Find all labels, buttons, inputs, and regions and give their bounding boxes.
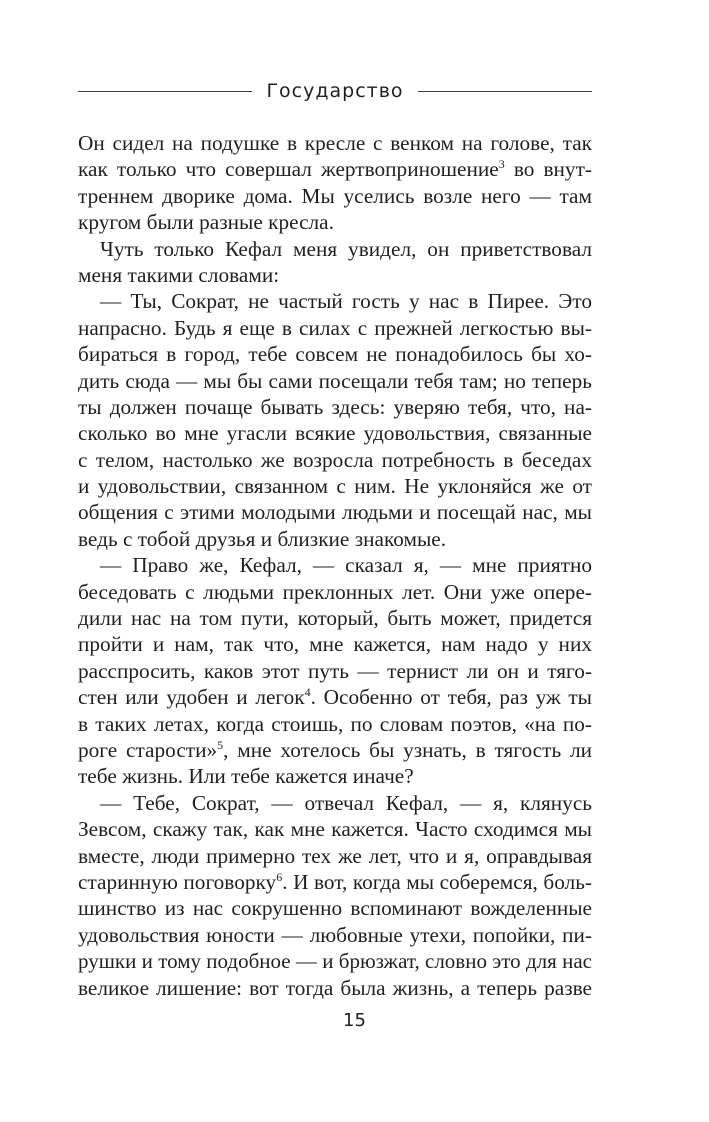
text-line	[78, 368, 592, 394]
text-line-content: дить сюда — мы бы сами посещали тебя там; но теперь	[78, 368, 592, 393]
text-line-content: расспросить, каков этот путь — тернист ли он и тяго-	[78, 658, 592, 683]
text-line	[78, 288, 592, 314]
text-line-content: шинство из нас сокрушенно вспоминают вожделенные	[78, 896, 592, 921]
text-line	[78, 711, 592, 737]
running-header	[78, 76, 592, 106]
text-line	[78, 948, 592, 974]
text-line-content: как только что совершал жертвоприношение	[78, 157, 499, 182]
text-line	[78, 816, 592, 842]
text-line-content: в таких летах, когда стоишь, по словам поэтов, «на по-	[78, 711, 592, 736]
text-line-content: Чуть только Кефал меня увидел, он приветствовал	[100, 236, 592, 261]
running-title: Государство	[266, 80, 404, 102]
text-line-content: тебе жизнь. Или тебе кажется иначе?	[78, 764, 414, 789]
text-line	[78, 922, 592, 948]
text-line	[78, 183, 592, 209]
text-line-content: — Тебе, Сократ, — отвечал Кефал, — я, клянусь	[100, 790, 592, 815]
text-line-content: вместе, люди примерно тех же лет, что и я, оправдывая	[78, 843, 592, 868]
text-line	[78, 447, 592, 473]
text-line-content: — Ты, Сократ, не частый гость у нас в Пирее. Это	[100, 289, 592, 314]
text-line-content: общения с этими молодыми людьми и посещай нас, мы	[78, 500, 592, 525]
text-line-content: кругом были разные кресла.	[78, 210, 334, 235]
text-line-content: стен или удобен и легок	[78, 685, 305, 710]
text-line	[78, 130, 592, 156]
text-line	[78, 843, 592, 869]
text-line	[78, 737, 592, 763]
text-line-content: рушки и тому подобное — и брюзжат, словно это для нас	[78, 949, 592, 974]
footnote-marker: 3	[498, 157, 505, 172]
text-line	[78, 895, 592, 921]
footnote-marker: 4	[304, 685, 311, 700]
text-line-content: Он сидел на подушке в кресле с венком на голове, так	[78, 131, 592, 155]
text-line-content: напрасно. Будь я еще в силах с прежней легкостью вы-	[78, 315, 592, 340]
text-line	[78, 341, 592, 367]
text-line-content: — Право же, Кефал, — сказал я, — мне приятно	[100, 553, 592, 578]
text-line-content: меня такими словами:	[78, 262, 280, 287]
text-line	[78, 869, 592, 895]
text-line-continuation: во внут-	[504, 157, 592, 182]
text-line	[78, 236, 592, 262]
text-line	[78, 631, 592, 657]
text-line	[78, 394, 592, 420]
text-line	[78, 552, 592, 578]
text-line-content: бираться в город, тебе совсем не понадобилось бы хо-	[78, 342, 592, 367]
text-line-content: треннем дворике дома. Мы уселись возле него — там	[78, 183, 592, 208]
text-line-content: с телом, настолько же возросла потребность в беседах	[78, 447, 592, 472]
text-line-content: дили нас на том пути, который, быть может, придется	[78, 606, 592, 631]
text-line-content: пройти и нам, так что, мне кажется, нам надо у них	[78, 632, 592, 657]
header-rule-left	[78, 91, 252, 92]
text-line-content: старинную поговорку	[78, 869, 277, 894]
header-rule-right	[418, 91, 592, 92]
text-line	[78, 790, 592, 816]
text-line-continuation: . Особенно от тебя, раз уж ты	[310, 685, 592, 710]
text-line	[78, 209, 592, 235]
text-line	[78, 579, 592, 605]
text-line-content: ведь с тобой друзья и близкие знакомые.	[78, 526, 447, 551]
text-line	[78, 658, 592, 684]
text-line-content: беседовать с людьми преклонных лет. Они уже опере-	[78, 579, 592, 604]
text-line-content: сколько во мне угасли всякие удовольствия, связанные	[78, 421, 592, 446]
body-text	[78, 130, 592, 1001]
text-line-continuation: , мне хотелось бы узнать, в тягость ли	[223, 737, 592, 762]
text-line-continuation: . И вот, когда мы соберемся, боль-	[282, 869, 592, 894]
text-line	[78, 605, 592, 631]
text-line	[78, 526, 592, 552]
text-line-content: удовольствия юности — любовные утехи, попойки, пи-	[78, 922, 592, 947]
text-line	[78, 420, 592, 446]
text-line	[78, 156, 592, 182]
text-line	[78, 975, 592, 1001]
footnote-marker: 5	[217, 737, 224, 752]
text-line	[78, 763, 592, 789]
text-line	[78, 684, 592, 710]
text-line-content: и удовольствии, связанном с ним. Не уклоняйся же от	[78, 474, 592, 499]
text-line	[78, 473, 592, 499]
text-line-content: ты должен почаще бывать здесь: уверяю тебя, что, на-	[78, 394, 592, 419]
text-line	[78, 499, 592, 525]
page-number: 15	[343, 1010, 366, 1031]
footnote-marker: 6	[276, 869, 283, 884]
text-line-content: роге старости»	[78, 737, 218, 762]
text-line-content: великое лишение: вот тогда была жизнь, а теперь разве	[78, 975, 592, 1000]
text-line	[78, 262, 592, 288]
text-line	[78, 315, 592, 341]
text-line-content: Зевсом, скажу так, как мне кажется. Часто сходимся мы	[78, 817, 592, 842]
